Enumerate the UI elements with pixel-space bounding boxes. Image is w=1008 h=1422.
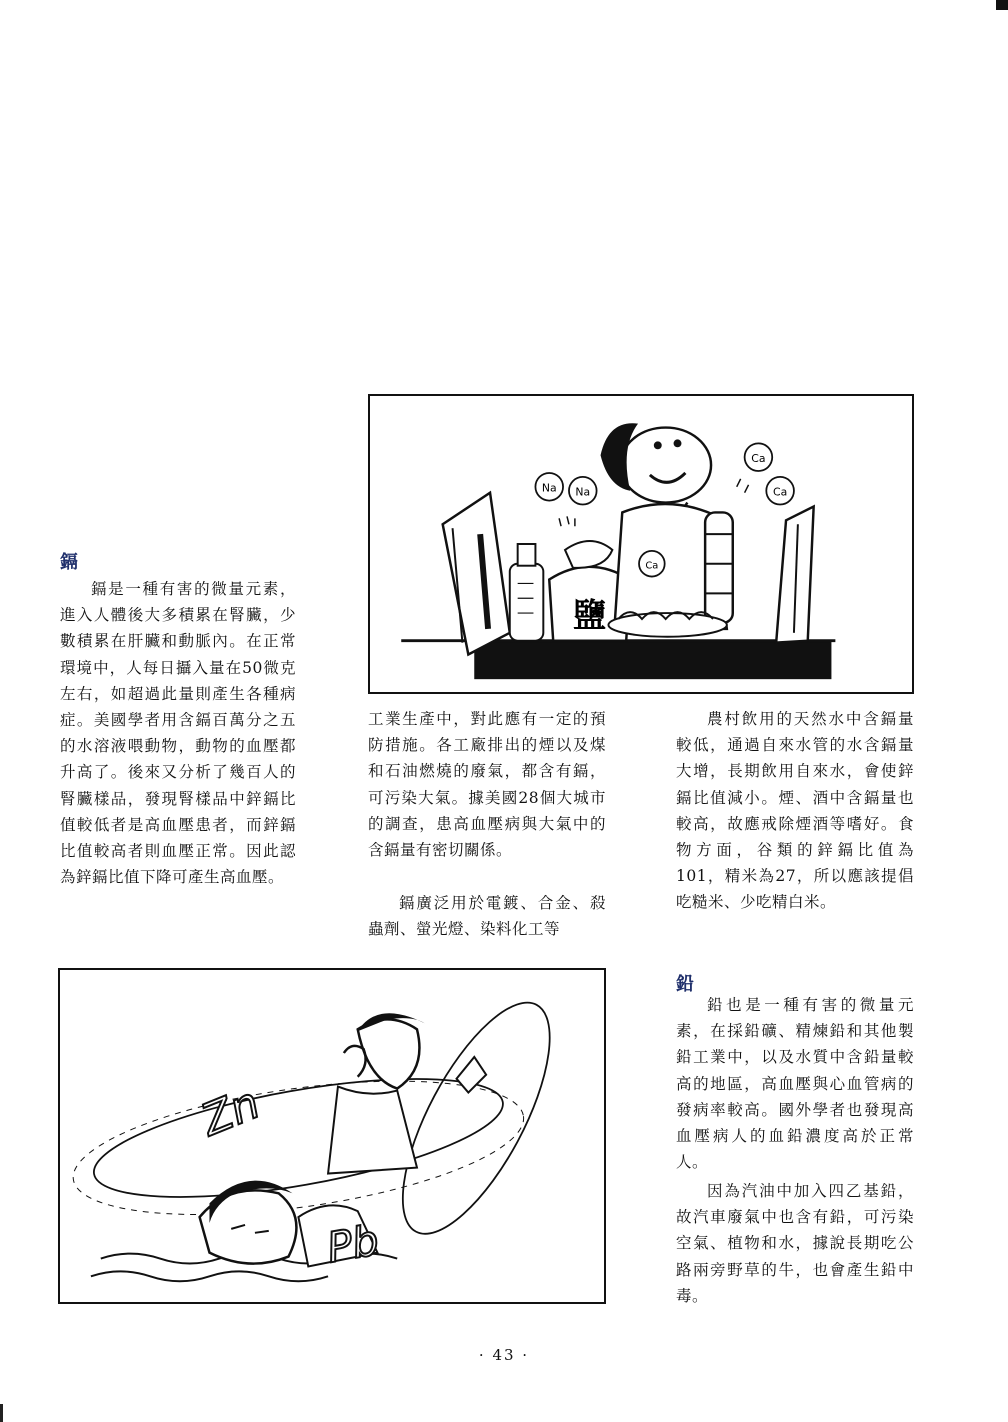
ca-bubble-1-label: Ca bbox=[751, 452, 766, 466]
illustration-salt-minerals bbox=[368, 394, 914, 694]
cadmium-paragraph-2: 工業生產中，對此應有一定的預防措施。各工廠排出的煙以及煤和石油燃燒的廢氣，都含有鎘，可污染大氣。據美國28個大城市的調查，患高血壓病與大氣中的含鎘量有密切關係。 bbox=[368, 710, 606, 860]
salt-minerals-drawing bbox=[370, 396, 912, 692]
lead-paragraph-1: 鉛也是一種有害的微量元素，在採鉛礦、精煉鉛和其他製鉛工業中，以及水質中含鉛量較高的地區，高血壓與心血管病的發病率較高。國外學者也發現高血壓病人的血鉛濃度高於正常人。 bbox=[676, 996, 914, 1172]
pb-label: Pb bbox=[323, 1215, 383, 1273]
cadmium-paragraph-3: 鎘廣泛用於電鍍、合金、殺蟲劑、螢光燈、染料化工等 bbox=[368, 894, 606, 939]
ca-bubble-3-label: Ca bbox=[645, 560, 659, 572]
salt-label: 鹽 bbox=[572, 595, 607, 635]
cadmium-paragraph-4: 農村飲用的天然水中含鎘量較低，通過自來水管的水含鎘量大增，長期飲用自來水，會使鋅鎘比值減小。煙、酒中含鎘量也較高，故應戒除煙酒等嗜好。食物方面，谷類的鋅鎘比值為101，精米為27，所以應該提倡吃糙米、少吃精白米。 bbox=[676, 710, 914, 912]
lead-paragraph-2: 因為汽油中加入四乙基鉛，故汽車廢氣中也含有鉛，可污染空氣、植物和水，據說長期吃公路兩旁野草的牛，也會產生鉛中毒。 bbox=[676, 1182, 914, 1305]
page-number: · 43 · bbox=[478, 1346, 530, 1364]
lead-heading: 鉛 bbox=[676, 974, 694, 995]
na-bubble-2-label: Na bbox=[575, 485, 591, 499]
zinc-lead-drawing bbox=[60, 970, 604, 1302]
illustration-zinc-lead bbox=[58, 968, 606, 1304]
scan-edge-mark bbox=[0, 1404, 3, 1422]
na-bubble-1-label: Na bbox=[541, 481, 557, 495]
cadmium-paragraph-1: 鎘是一種有害的微量元素，進入人體後大多積累在腎臟，少數積累在肝臟和動脈內。在正常環境中，人每日攝入量在50微克左右，如超過此量則產生各種病症。美國學者用含鎘百萬分之五的水溶液喂動物，動物的血壓都升高了。後來又分析了幾百人的腎臟樣品，發現腎樣品中鋅鎘比值較低者是高血壓患者，而鋅鎘比值較高者則血壓正常。因此認為鋅鎘比值下降可產生高血壓。 bbox=[60, 580, 296, 887]
ca-bubble-2-label: Ca bbox=[773, 485, 788, 499]
zn-label: Zn bbox=[194, 1078, 267, 1147]
scan-corner-mark bbox=[996, 0, 1008, 10]
cadmium-heading: 鎘 bbox=[60, 552, 78, 573]
